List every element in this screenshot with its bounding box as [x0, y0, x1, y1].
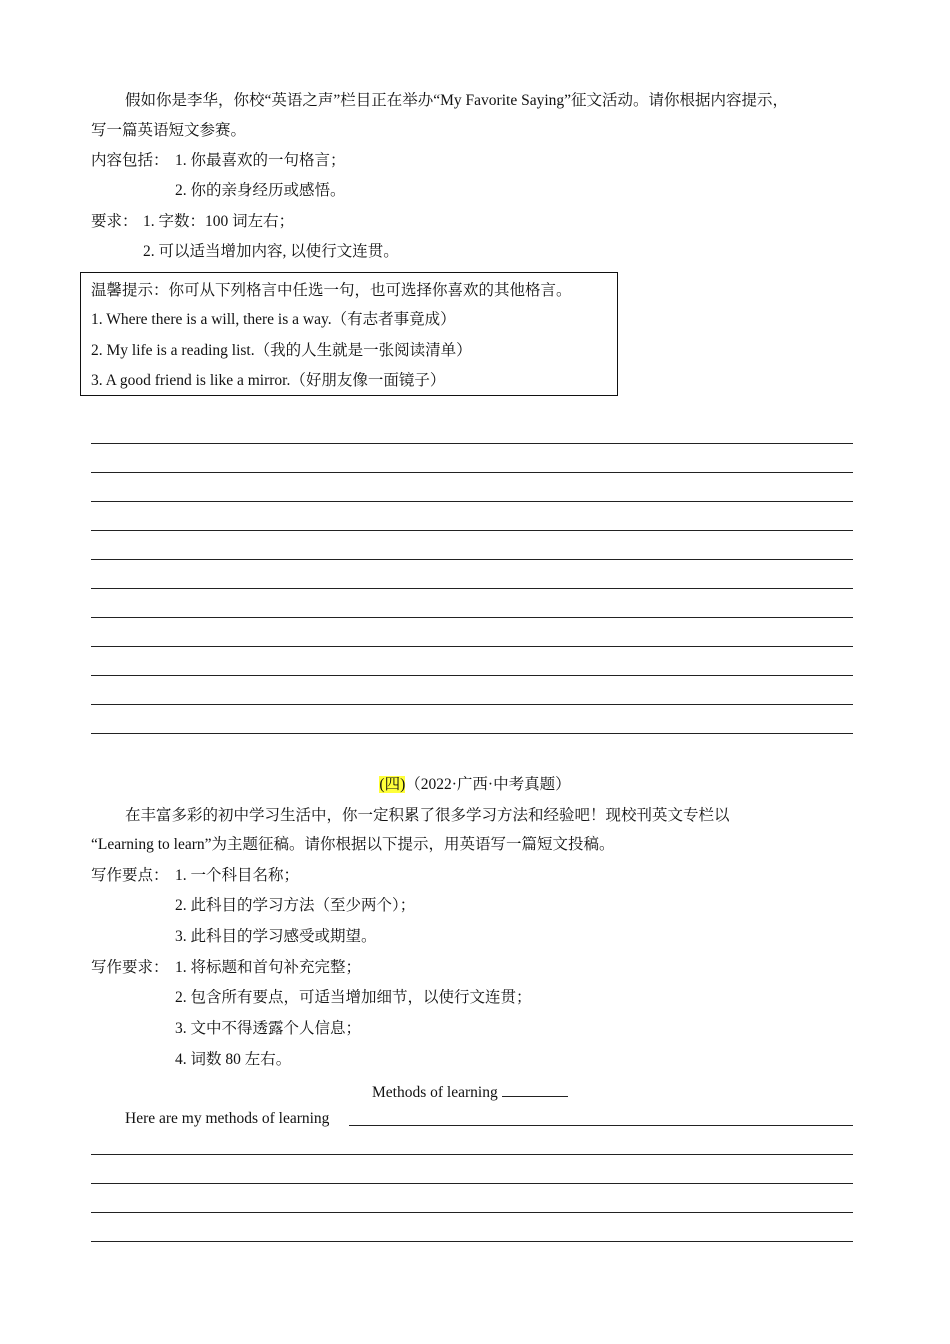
- writing-line[interactable]: [91, 1212, 853, 1213]
- essay-title: [372, 1080, 568, 1103]
- task3-content-item-2: 2. 你的亲身经历或感悟。: [175, 182, 346, 199]
- task4-number: (四): [379, 776, 406, 793]
- task4-requirement-2: 2. 包含所有要点，可适当增加细节，以使行文连贯；: [175, 989, 532, 1006]
- writing-line[interactable]: [91, 1241, 853, 1242]
- essay-first-sentence: Here are my methods of learning: [125, 1110, 330, 1127]
- task4-requirement-4: 4. 词数 80 左右。: [175, 1051, 292, 1068]
- writing-line[interactable]: [91, 501, 853, 502]
- writing-line[interactable]: [91, 704, 853, 705]
- task3-intro-line1: 假如你是李华，你校“英语之声”栏目正在举办“My Favorite Saying”征文活动。请你根据内容提示，: [125, 92, 789, 109]
- task3-content-label: 内容包括：: [91, 152, 169, 169]
- writing-line[interactable]: [91, 443, 853, 444]
- writing-line[interactable]: [91, 733, 853, 734]
- task4-point-3: 3. 此科目的学习感受或期望。: [175, 928, 377, 945]
- writing-line[interactable]: [91, 646, 853, 647]
- writing-line[interactable]: [91, 1154, 853, 1155]
- writing-line[interactable]: [91, 559, 853, 560]
- task3-content-item-1: 1. 你最喜欢的一句格言；: [175, 152, 346, 169]
- task3-requirements-label: 要求：: [91, 213, 138, 230]
- tips-saying-2: 2. My life is a reading list.（我的人生就是一张阅读清单）: [91, 342, 472, 359]
- task4-requirements-label: 写作要求：: [91, 959, 169, 976]
- task3-requirement-1: 1. 字数：100 词左右；: [143, 213, 295, 230]
- task4-intro-line1: 在丰富多彩的初中学习生活中，你一定积累了很多学习方法和经验吧！现校刊英文专栏以: [125, 807, 730, 824]
- task4-point-1: 1. 一个科目名称；: [175, 867, 300, 884]
- task4-intro-line2: “Learning to learn”为主题征稿。请你根据以下提示，用英语写一篇短文投稿。: [91, 836, 615, 853]
- writing-line[interactable]: [91, 530, 853, 531]
- writing-line[interactable]: [91, 472, 853, 473]
- task4-point-2: 2. 此科目的学习方法（至少两个）；: [175, 897, 416, 914]
- task3-requirement-2: 2. 可以适当增加内容, 以使行文连贯。: [143, 243, 399, 260]
- writing-line[interactable]: [91, 617, 853, 618]
- tips-title: 温馨提示：你可从下列格言中任选一句，也可选择你喜欢的其他格言。: [91, 282, 572, 299]
- writing-line[interactable]: [91, 675, 853, 676]
- writing-line[interactable]: [91, 1183, 853, 1184]
- task4-source: （2022·广西·中考真题）: [405, 776, 571, 793]
- task4-requirement-1: 1. 将标题和首句补充完整；: [175, 959, 362, 976]
- essay-title-blank[interactable]: [502, 1080, 568, 1097]
- writing-line[interactable]: [91, 588, 853, 589]
- essay-title-text: Methods of learning: [372, 1084, 498, 1101]
- task3-intro-line2: 写一篇英语短文参赛。: [91, 122, 247, 139]
- tips-saying-1: 1. Where there is a will, there is a way.（有志者事竟成）: [91, 311, 456, 328]
- tips-saying-3: 3. A good friend is like a mirror.（好朋友像一面镜子）: [91, 372, 446, 389]
- first-sentence-blank[interactable]: [349, 1125, 853, 1126]
- task4-heading: [0, 775, 950, 795]
- task4-requirement-3: 3. 文中不得透露个人信息；: [175, 1020, 362, 1037]
- task4-points-label: 写作要点：: [91, 867, 169, 884]
